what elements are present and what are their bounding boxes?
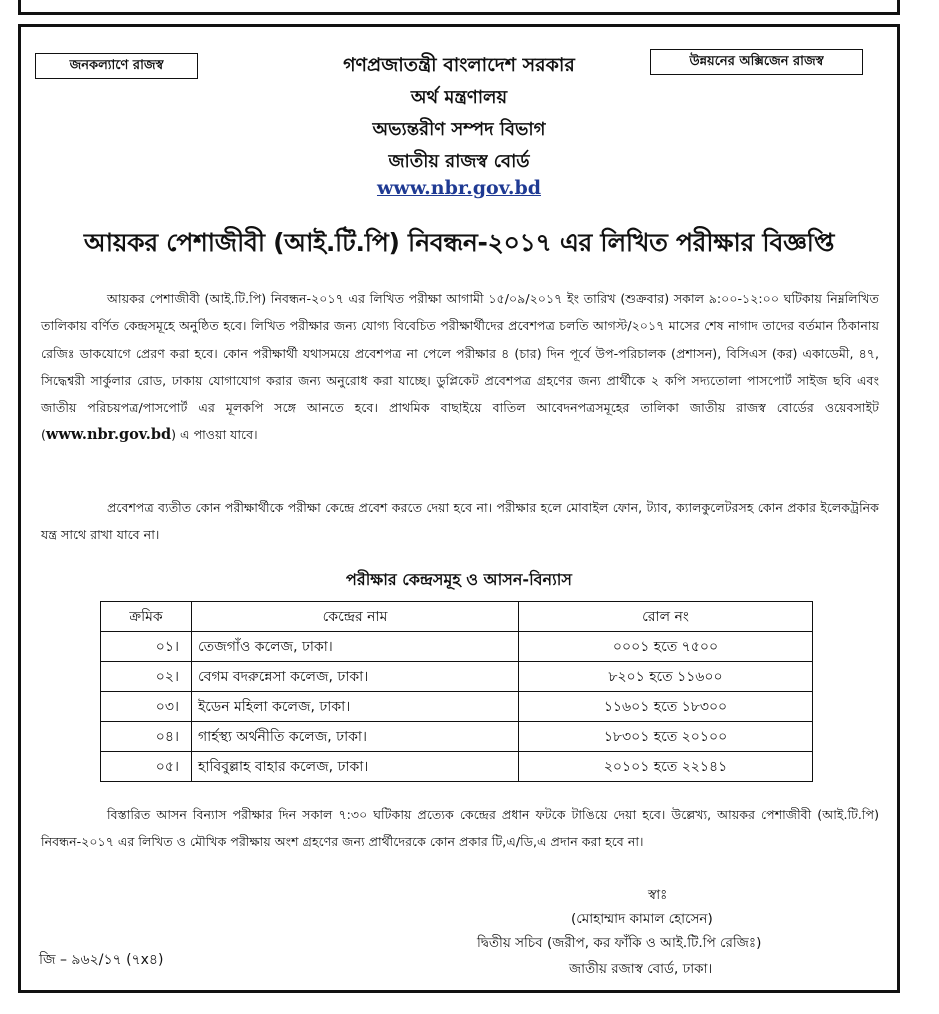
roll-range-cell: ১১৬০১ হতে ১৮৩০০: [519, 692, 813, 722]
signatory-designation: দ্বিতীয় সচিব (জরীপ, কর ফাঁকি ও আই.টি.পি রেজিঃ): [477, 935, 762, 951]
center-name-cell: গার্হস্থ্য অর্থনীতি কলেজ, ঢাকা।: [192, 722, 519, 752]
paragraph-admit-card: প্রবেশপত্র ব্যতীত কোন পরীক্ষার্থীকে পরীক্ষা কেন্দ্রে প্রবেশ করতে দেয়া হবে না। পরীক্ষার হলে মোবাইল ফোন, ট্যাব, ক্যালকুলেটরসহ কোন প্রকার ইলেকট্রনিক যন্ত্র সাথে রাখা যাবে না।: [41, 500, 879, 543]
serial-cell: ০৪।: [101, 722, 192, 752]
table-header-row: [101, 602, 813, 632]
reference-number: জি – ৯৬২/১৭ (৭x৪): [39, 952, 164, 968]
website-link[interactable]: www.nbr.gov.bd: [376, 177, 542, 199]
division-name: অভ্যন্তরীণ সম্পদ বিভাগ: [372, 119, 546, 140]
paragraph-exam-schedule: [41, 285, 879, 449]
serial-cell: ০৫।: [101, 752, 192, 782]
govt-name: গণপ্রজাতন্ত্রী বাংলাদেশ সরকার: [343, 54, 575, 76]
table-row: [101, 662, 813, 692]
serial-cell: ০২।: [101, 662, 192, 692]
table-row: [101, 752, 813, 782]
paragraph1-website: www.nbr.gov.bd: [45, 426, 172, 444]
header-serial: ক্রমিক: [101, 602, 192, 632]
paragraph1-text: আয়কর পেশাজীবী (আই.টি.পি) নিবন্ধন-২০১৭ এর লিখিত পরীক্ষা আগামী ১৫/০৯/২০১৭ ইং তারিখ (শুক্রবার) সকাল ৯:০০-১২:০০ ঘটিকায় নিম্নলিখিত তালিকায় বর্ণিত কেন্দ্রসমূহে অনুষ্ঠিত হবে। লিখিত পরীক্ষার জন্য যোগ্য বিবেচিত পরীক্ষার্থীদের প্রবেশপত্র চলতি আগস্ট/২০১৭ মাসের শেষ নাগাদ তাদের বর্তমান ঠিকানায় রেজিঃ ডাকযোগে প্রেরণ করা হবে। কোন পরীক্ষার্থী যথাসময়ে প্রবেশপত্র না পেলে পরীক্ষার ৪ (চার) দিন পূর্বে উপ-পরিচালক (প্রশাসন), বিসিএস (কর) একাডেমী, ৪৭, সিদ্ধেশ্বরী সার্কুলার রোড, ঢাকায় যোগাযোগ করার জন্য অনুরোধ করা যাচ্ছে। ডুপ্লিকেট প্রবেশপত্র গ্রহণের জন্য প্রার্থীকে ২ কপি সদ্যতোলা পাসপোর্ট সাইজ ছবি এবং জাতীয় পরিচয়পত্র/পাসপোর্ট এর মূলকপি সঙ্গে আনতে হবে। প্রাথমিক বাছাইয়ে বাতিল আবেদনপত্রসমূহের তালিকা জাতীয় রাজস্ব বোর্ডের ওয়েবসাইট (: [41, 291, 879, 443]
paragraph-seat-plan: বিস্তারিত আসন বিন্যাস পরীক্ষার দিন সকাল ৭:৩০ ঘটিকায় প্রত্যেক কেন্দ্রের প্রধান ফটকে টাঙিয়ে দেয়া হবে। উল্লেখ্য, আয়কর পেশাজীবী (আই.টি.পি) নিবন্ধন-২০১৭ এর লিখিত ও মৌখিক পরীক্ষায় অংশ গ্রহণের জন্য প্রার্থীদেরকে কোন প্রকার টি,এ/ডি,এ প্রদান করা হবে না।: [41, 807, 879, 850]
roll-range-cell: ০০০১ হতে ৭৫০০: [519, 632, 813, 662]
previous-ad-border: [18, 0, 900, 15]
notice-frame: [18, 24, 900, 993]
exam-centers-table: [100, 601, 813, 782]
signatory-name: (মোহাম্মাদ কামাল হোসেন): [571, 911, 713, 927]
center-name-cell: হাবিবুল্লাহ বাহার কলেজ, ঢাকা।: [192, 752, 519, 782]
signatory-office: জাতীয় রজাস্ব বোর্ড, ঢাকা।: [569, 961, 713, 977]
center-name-cell: তেজগাঁও কলেজ, ঢাকা।: [192, 632, 519, 662]
table-row: [101, 632, 813, 662]
header-roll-range: রোল নং: [519, 602, 813, 632]
table-row: [101, 692, 813, 722]
table-title: পরীক্ষার কেন্দ্রসমূহ ও আসন-বিন্যাস: [346, 570, 572, 589]
header-center-name: কেন্দ্রের নাম: [192, 602, 519, 632]
slogan-right: উন্নয়নের অক্সিজেন রাজস্ব: [650, 49, 863, 75]
notice-title: আয়কর পেশাজীবী (আই.টি.পি) নিবন্ধন-২০১৭ এর লিখিত পরীক্ষার বিজ্ঞপ্তি: [83, 228, 835, 257]
board-name: জাতীয় রাজস্ব বোর্ড: [388, 151, 530, 172]
paragraph1-end: ) এ পাওয়া যাবে।: [171, 427, 258, 443]
serial-cell: ০৩।: [101, 692, 192, 722]
center-name-cell: ইডেন মহিলা কলেজ, ঢাকা।: [192, 692, 519, 722]
signature-mark: স্বাঃ: [648, 887, 668, 903]
roll-range-cell: ২০১০১ হতে ২২১৪১: [519, 752, 813, 782]
table-row: [101, 722, 813, 752]
roll-range-cell: ৮২০১ হতে ১১৬০০: [519, 662, 813, 692]
ministry-name: অর্থ মন্ত্রণালয়: [410, 87, 508, 108]
slogan-left: জনকল্যাণে রাজস্ব: [35, 53, 198, 79]
roll-range-cell: ১৮৩০১ হতে ২০১০০: [519, 722, 813, 752]
center-name-cell: বেগম বদরুন্নেসা কলেজ, ঢাকা।: [192, 662, 519, 692]
serial-cell: ০১।: [101, 632, 192, 662]
